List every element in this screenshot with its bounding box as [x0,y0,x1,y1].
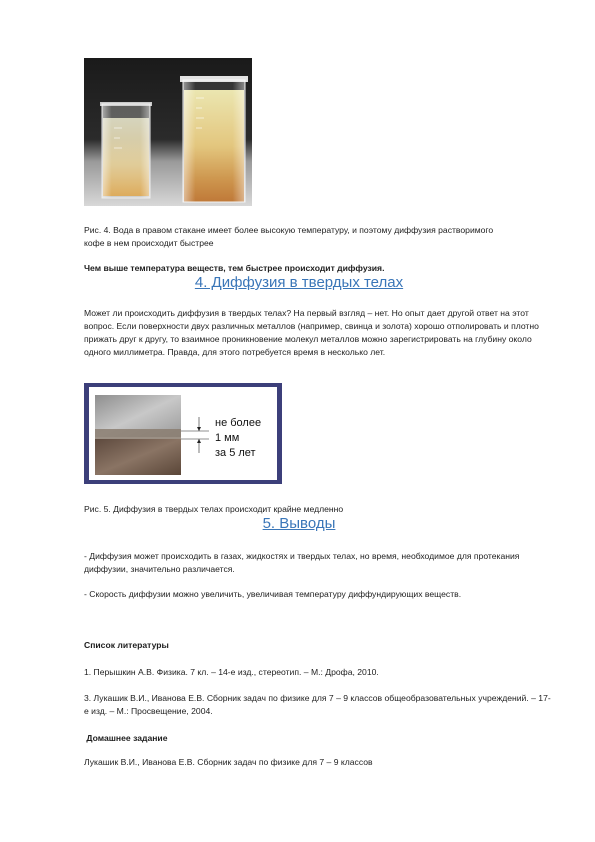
fig5-caption: Рис. 5. Диффузия в твердых телах происходит крайне медленно [84,504,344,514]
reference-item: 1. Перышкин А.В. Физика. 7 кл. – 14-е изд., стереотип. – М.: Дрофа, 2010. [84,667,379,677]
conclusion-point: - Скорость диффузии можно увеличить, увеличивая температуру диффундирующих веществ. [84,589,462,599]
beakers-photo [84,58,252,206]
fig4-caption: Рис. 4. Вода в правом стакане имеет более высокую температуру, и поэтому диффузия растворимого кофе в нем происходит быстрее [84,225,494,248]
section-5-title: 5. Выводы [262,515,336,532]
reference-item: 3. Лукашик В.И., Иванова Е.В. Сборник задач по физике для 7 – 9 классов общеобразовательных учреждений. – 17-е изд. – М.: Просвещение, 2004. [84,693,551,716]
section-4-title: 4. Диффузия в твердых телах [194,274,404,291]
beakers-illustration [84,58,252,206]
conclusion-point: - Диффузия может происходить в газах, жидкостях и твердых телах, но время, необходимое для протекания диффузии, значительно различается. [84,551,520,574]
right-beaker [180,76,248,202]
left-beaker [100,102,152,198]
diagram-label-depth: 1 мм [215,432,240,444]
homework-text: Лукашик В.И., Иванова Е.В. Сборник задач по физике для 7 – 9 классов [84,757,373,767]
diagram-label-limit: не более [215,417,262,429]
section-4-paragraph: Может ли происходить диффузия в твердых телах? На первый взгляд – нет. Но опыт дает другой ответ на этот вопрос. Если поверхности двух различных металлов (например, свинца и золота) хорошо отполировать и плотно прижать друг к другу, то взаимное проникновение молекул металлов можно зарегистрировать на глубину около одного миллиметра. Правда, для этого потребуется время в несколько лет. [84,308,539,357]
solid-diffusion-diagram [84,383,282,484]
metal-blocks-illustration [89,387,277,480]
temperature-conclusion: Чем выше температура веществ, тем быстрее происходит диффузия. [84,263,385,273]
references-title: Список литературы [84,640,169,650]
homework-title: Домашнее задание [84,733,168,743]
diagram-label-time: за 5 лет [215,447,256,459]
